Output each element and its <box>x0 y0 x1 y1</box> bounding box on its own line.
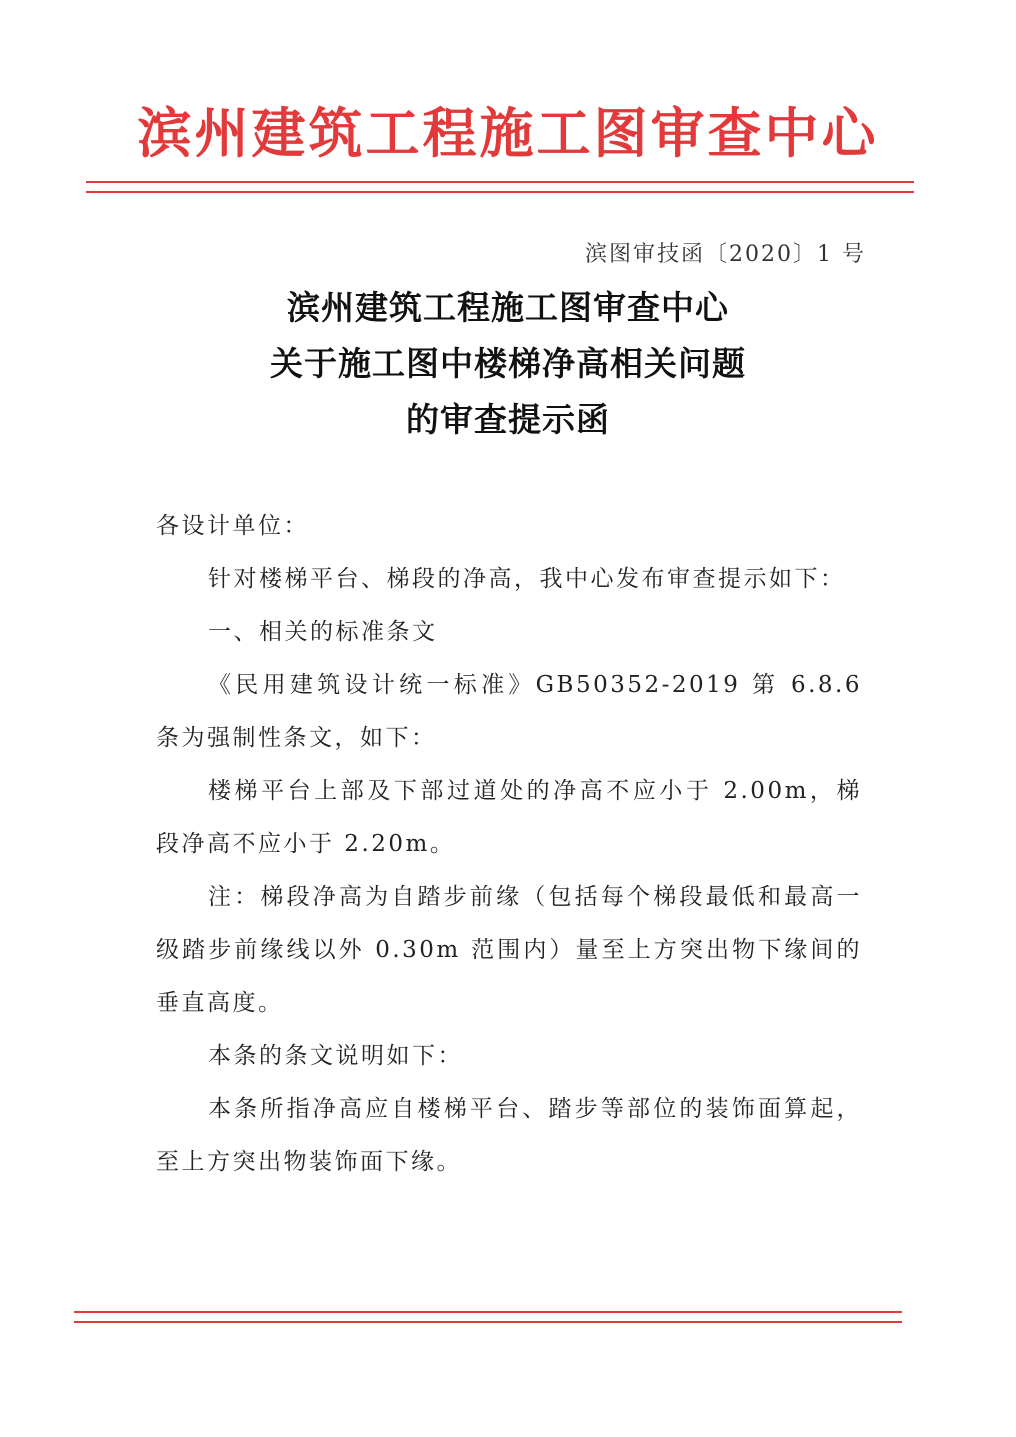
body-paragraph: 针对楼梯平台、梯段的净高，我中心发布审查提示如下： <box>208 566 846 592</box>
title-line-1: 滨州建筑工程施工图审查中心 <box>287 288 729 327</box>
body-paragraph: 本条所指净高应自楼梯平台、踏步等部位的装饰面算起，至上方突出物装饰面下缘。 <box>156 1096 862 1175</box>
document-body <box>156 500 862 1189</box>
section-heading: 一、相关的标准条文 <box>208 619 438 645</box>
title-line-2: 关于施工图中楼梯净高相关问题 <box>270 344 746 383</box>
letterhead-top-rule <box>86 181 914 193</box>
letterhead-org-name: 滨州建筑工程施工图审查中心 <box>137 101 879 165</box>
body-paragraph: 《民用建筑设计统一标准》GB50352-2019 第 6.8.6 条为强制性条文，如下： <box>156 672 862 751</box>
salutation: 各设计单位： <box>156 513 309 539</box>
body-paragraph: 本条的条文说明如下： <box>208 1043 463 1069</box>
document-number: 滨图审技函〔2020〕1 号 <box>585 242 866 267</box>
footer-rule <box>74 1311 902 1323</box>
title-line-3: 的审查提示函 <box>406 400 610 439</box>
body-paragraph: 楼梯平台上部及下部过道处的净高不应小于 2.00m，梯段净高不应小于 2.20m。 <box>156 778 862 857</box>
body-paragraph: 注：梯段净高为自踏步前缘（包括每个梯段最低和最高一级踏步前缘线以外 0.30m 范围内）量至上方突出物下缘间的垂直高度。 <box>156 884 862 1016</box>
document-title <box>0 280 1016 448</box>
